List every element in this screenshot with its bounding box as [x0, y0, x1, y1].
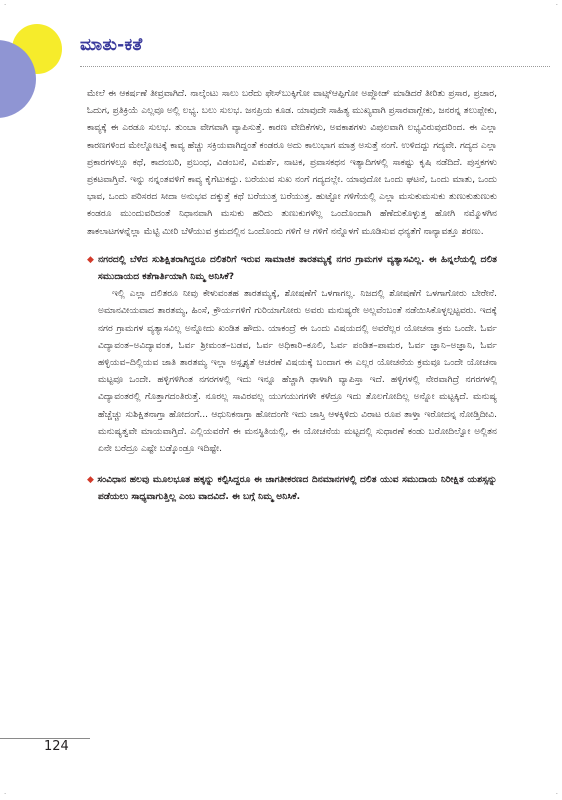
- title-divider: [80, 66, 550, 67]
- diamond-bullet-icon: ◆: [87, 475, 95, 486]
- answer-1: ಇಲ್ಲಿ ಎಲ್ಲಾ ದಲಿತರೂ ನೀವು ಕೇಳುವಂತಹ ತಾರತಮ್ಯಕ್ಕೆ, ಶೋಷಣೆಗೆ ಒಳಗಾಗಲ್ಲ. ನಿಜದಲ್ಲಿ ಶೋಷಣೆಗೆ ಒಳಗಾಗೋರು ಬೇರೇನೆ. ಅಮಾನವೀಯವಾದ ತಾರತಮ್ಯ, ಹಿಂಸೆ, ಕ್ರೌರ್ಯಗಳಿಗೆ ಗುರಿಯಾಗೋರು ಅವರು ಮನುಷ್ಯರೇ ಅಲ್ಲವೆಂಬಂತೆ ನಡೆಯಿಸಿಕೊಳ್ಳಲ್ಪಟ್ಟವರು. ಇದಕ್ಕೆ ನಗರ ಗ್ರಾಮಗಳ ವ್ಯತ್ಯಾಸವಿಲ್ಲ ಅನ್ನೋದು ಖಂಡಿತ ಹೌದು. ಯಾಕಂದ್ರೆ ಈ ಒಂದು ವಿಷಯದಲ್ಲಿ ಅವರೆಲ್ಲರ ಯೋಚನಾ ಕ್ರಮ ಒಂದೇ. ಓರ್ವ ವಿದ್ಯಾವಂತ–ಅವಿದ್ಯಾವಂತ, ಓರ್ವ ಶ್ರೀಮಂತ–ಬಡವ, ಓರ್ವ ಅಧಿಕಾರಿ–ಕೂಲಿ, ಓರ್ವ ಪಂಡಿತ–ಪಾಮರ, ಓರ್ವ ಜ್ಞಾನಿ–ಅಜ್ಞಾನಿ, ಓರ್ವ ಹಳ್ಳಿಯವ–ದಿಲ್ಲಿಯವ ಜಾತಿ ತಾರತಮ್ಯ ಇಲ್ಲಾ ಅಸ್ಪೃಶ್ಯತೆ ಆಚರಣೆ ವಿಷಯಕ್ಕೆ ಬಂದಾಗ ಈ ಎಲ್ಲರ ಯೋಚನೆಯ ಕ್ರಮವೂ ಒಂದೇ ಯೋಚನಾ ಮಟ್ಟವೂ ಒಂದೇ. ಹಳ್ಳಿಗಳಿಗಿಂತ ನಗರಗಳಲ್ಲಿ ಇದು ಇನ್ನೂ ಹೆಚ್ಚಾಗಿ ಢಾಳಾಗಿ ವ್ಯಾಪಿಸ್ತಾ ಇದೆ. ಹಳ್ಳಿಗಳಲ್ಲಿ ನೇರವಾಗಿದ್ರೆ ನಗರಗಳಲ್ಲಿ ವಿದ್ಯಾವಂತರಲ್ಲಿ ಗೊತ್ತಾಗದಂತಿರುತ್ತೆ. ನೂರಲ್ಲ ಸಾವಿರವಲ್ಲ ಯುಗಯುಗಗಳೇ ಕಳೆದ್ರೂ ಇದು ತೊಲಗೋದಿಲ್ಲ ಅನ್ನೋ ಮಟ್ಟಕ್ಕಿದೆ. ಮನುಷ್ಯ ಹೆಚ್ಚೆಚ್ಚು ಸುಶಿಕ್ಷಿತನಾಗ್ತಾ ಹೋದಂಗೆ... ಆಧುನಿಕನಾಗ್ತಾ ಹೋದಂಗೇ ಇದು ಜಾಸ್ತಿ ಆಳಕ್ಕಿಳಿದು ವಿರಾಟ ರೂಪ ತಾಳ್ತಾ ಇರೋದನ್ನ ನೋಡ್ತಿದೀವಿ. ಮನುಷ್ಯತ್ವವೇ ಮಾಯವಾಗ್ತಿದೆ. ಎಲ್ಲಿಯವರೆಗೆ ಈ ಮನಸ್ಥಿತಿಯಲ್ಲಿ, ಈ ಯೋಚನೆಯ ಮಟ್ಟದಲ್ಲಿ ಸುಧಾರಣೆ ಕಂಡು ಬರೋದಿಲ್ವೋ ಅಲ್ಲಿತನ ಏನೇ ಬರೆದ್ರೂ ಎಷ್ಟೇ ಬಡ್ಕೊಂಡ್ರೂ ಇದಿಷ್ಟೇ.: [98, 289, 497, 455]
- crop-mark-bottom-left: ·: [4, 790, 7, 798]
- page-number: 124: [44, 739, 69, 754]
- question-1-text: ನಗರದಲ್ಲಿ ಬೆಳೆದ ಸುಶಿಕ್ಷಿತರಾಗಿದ್ದರೂ ದಲಿತರಿಗೆ ಇರುವ ಸಾಮಾಜಿಕ ತಾರತಮ್ಯಕ್ಕೆ ನಗರ ಗ್ರಾಮಗಳ ವ್ಯತ್ಯಾಸವಿಲ್ಲ. ಈ ಹಿನ್ನಲೆಯಲ್ಲಿ ದಲಿತ ಸಮುದಾಯದ ಕತೆಗಾರ್ತಿಯಾಗಿ ನಿಮ್ಮ ಅನಿಸಿಕೆ?: [98, 254, 498, 283]
- crop-mark-top-left: ·: [4, 1, 7, 9]
- qa-block-1: [87, 252, 497, 458]
- question-2: [87, 472, 497, 506]
- question-2-text: ಸಂವಿಧಾನ ಹಲವು ಮೂಲಭೂತ ಹಕ್ಕನ್ನು ಕಲ್ಪಿಸಿದ್ದರೂ ಈ ಜಾಗತೀಕರಣದ ದಿನಮಾನಗಳಲ್ಲಿ ದಲಿತ ಯುವ ಸಮುದಾಯ ನಿರೀಕ್ಷಿತ ಯಶಸ್ಸನ್ನು ಪಡೆಯಲು ಸಾಧ್ಯವಾಗುತ್ತಿಲ್ಲ ಎಂಬ ವಾದವಿದೆ. ಈ ಬಗ್ಗೆ ನಿಮ್ಮ ಅನಿಸಿಕೆ.: [97, 475, 498, 503]
- qa-block-2: [87, 472, 497, 506]
- section-title: ಮಾತು-ಕತೆ: [80, 35, 143, 55]
- crop-mark-bottom-right: ·: [555, 790, 558, 798]
- question-1: [87, 252, 497, 286]
- crop-mark-top-right: ·: [555, 1, 558, 9]
- article-body: [87, 86, 497, 507]
- diamond-bullet-icon: ◆: [87, 254, 96, 265]
- intro-paragraph: ಮೇಲೆ ಈ ಆಕರ್ಷಣೆ ತೀವ್ರವಾಗಿದೆ. ನಾಲ್ಕೆಂಟು ಸಾಲು ಬರೆದು ಫೇಸ್‌ಬುಕ್ಕಿಗೋ ವಾಟ್ಸ್ಆಪ್ಪಿಗೋ ಅಪ್ಲೋಡ್ ಮಾಡಿದರೆ ತೀರಿತು ಪ್ರಸಾರ, ಪ್ರಚಾರ, ಓದುಗ, ಪ್ರತಿಕ್ರಿಯೆ ಎಲ್ಲವೂ ಅಲ್ಲಿ ಲಭ್ಯ. ಬಲು ಸುಲಭ. ಜನಪ್ರಿಯ ಕೂಡ. ಯಾವುದೇ ಸಾಹಿತ್ಯ ಮುಖ್ಯವಾಗಿ ಪ್ರಸಾರವಾಗ್ಬೇಕು, ಜನರನ್ನ ತಲುಪ್ಬೇಕು, ಕಾವ್ಯಕ್ಕೆ ಈ ಎರಡೂ ಸುಲಭ. ತುಂಬಾ ವೇಗವಾಗಿ ವ್ಯಾಪಿಸುತ್ತೆ. ಕಾರಣ ವೇದಿಕೆಗಳು, ಅವಕಾಶಗಳು ವಿಪುಲವಾಗಿ ಲಭ್ಯವಿರುವುದರಿಂದ. ಈ ಎಲ್ಲಾ ಕಾರಣಗಳಿಂದ ಮೇಲ್ನೋಟಕ್ಕೆ ಕಾವ್ಯ ಹೆಚ್ಚು ಸಕ್ರಿಯವಾಗಿದ್ದಂತೆ ಕಂಡರೂ ಅದು ಕಾಲುಭಾಗ ಮಾತ್ರ ಅಸುತ್ತೆ ನಂಗೆ. ಉಳಿದದ್ದು ಗದ್ಯವೇ. ಗದ್ಯದ ಎಲ್ಲಾ ಪ್ರಕಾರಗಳಲ್ಲೂ ಕಥೆ, ಕಾದಂಬರಿ, ಪ್ರಬಂಧ, ವಿಡಂಬನೆ, ವಿಮರ್ಶೆ, ನಾಟಕ, ಪ್ರವಾಸಕಥನ ಇತ್ಯಾದಿಗಳಲ್ಲಿ ಸಾಕಷ್ಟು ಕೃಷಿ ನಡೆದಿದೆ. ಪುಸ್ತಕಗಳು ಪ್ರಕಟವಾಗ್ತಿವೆ. ಇನ್ನು ನನ್ನಂತವಳಿಗೆ ಕಾವ್ಯ ಕೈಗೆಟುಕದ್ದು. ಬರೆಯುವ ಸುಖ ನಂಗೆ ಗದ್ಯದಲ್ಲೇ. ಯಾವುದೋ ಒಂದು ಘಟನೆ, ಒಂದು ಮಾತು, ಒಂದು ಭಾವ, ಒಂದು ಪರಿಸರದ ಸೀದಾ ಅನುಭವ ದಕ್ಕುತ್ತೆ ಕಥೆ ಬರೆಯುತ್ತ ಬರೆಯುತ್ತ. ಹುಟ್ಟೋ ಗಳಿಗೆಯಲ್ಲಿ ಎಲ್ಲಾ ಮಸುಕುಮಸುಕು ತುಣುಕುತುಣುಕು ಕಂಡರೂ ಮುಂದುವರಿದಂತೆ ನಿಧಾನವಾಗಿ ಮಸುಕು ಹರಿದು ತುಣುಕುಗಳೆಲ್ಲ ಒಂದೊಂದಾಗಿ ಹೆಣೆದುಕೊಳ್ಳುತ್ತ ಹೋಗಿ ನಮ್ಮೊಳಗಿನ ತಾಕಲಾಟಗಳನ್ನೆಲ್ಲಾ ಮೆಟ್ಟಿ ಮೀರಿ ಬೆಳೆಯುವ ಕ್ರಮದಲ್ಲಿನ ಒಂದೊಂದು ಗಳಿಗೆ ಆ ಗಳಿಗೆ ನನ್ನೊಳಗೆ ಮೂಡಿಸುವ ಧನ್ಯತೆಗೆ ನಾನ್ಯಾವತ್ತೂ ಶರಣು.: [87, 89, 497, 237]
